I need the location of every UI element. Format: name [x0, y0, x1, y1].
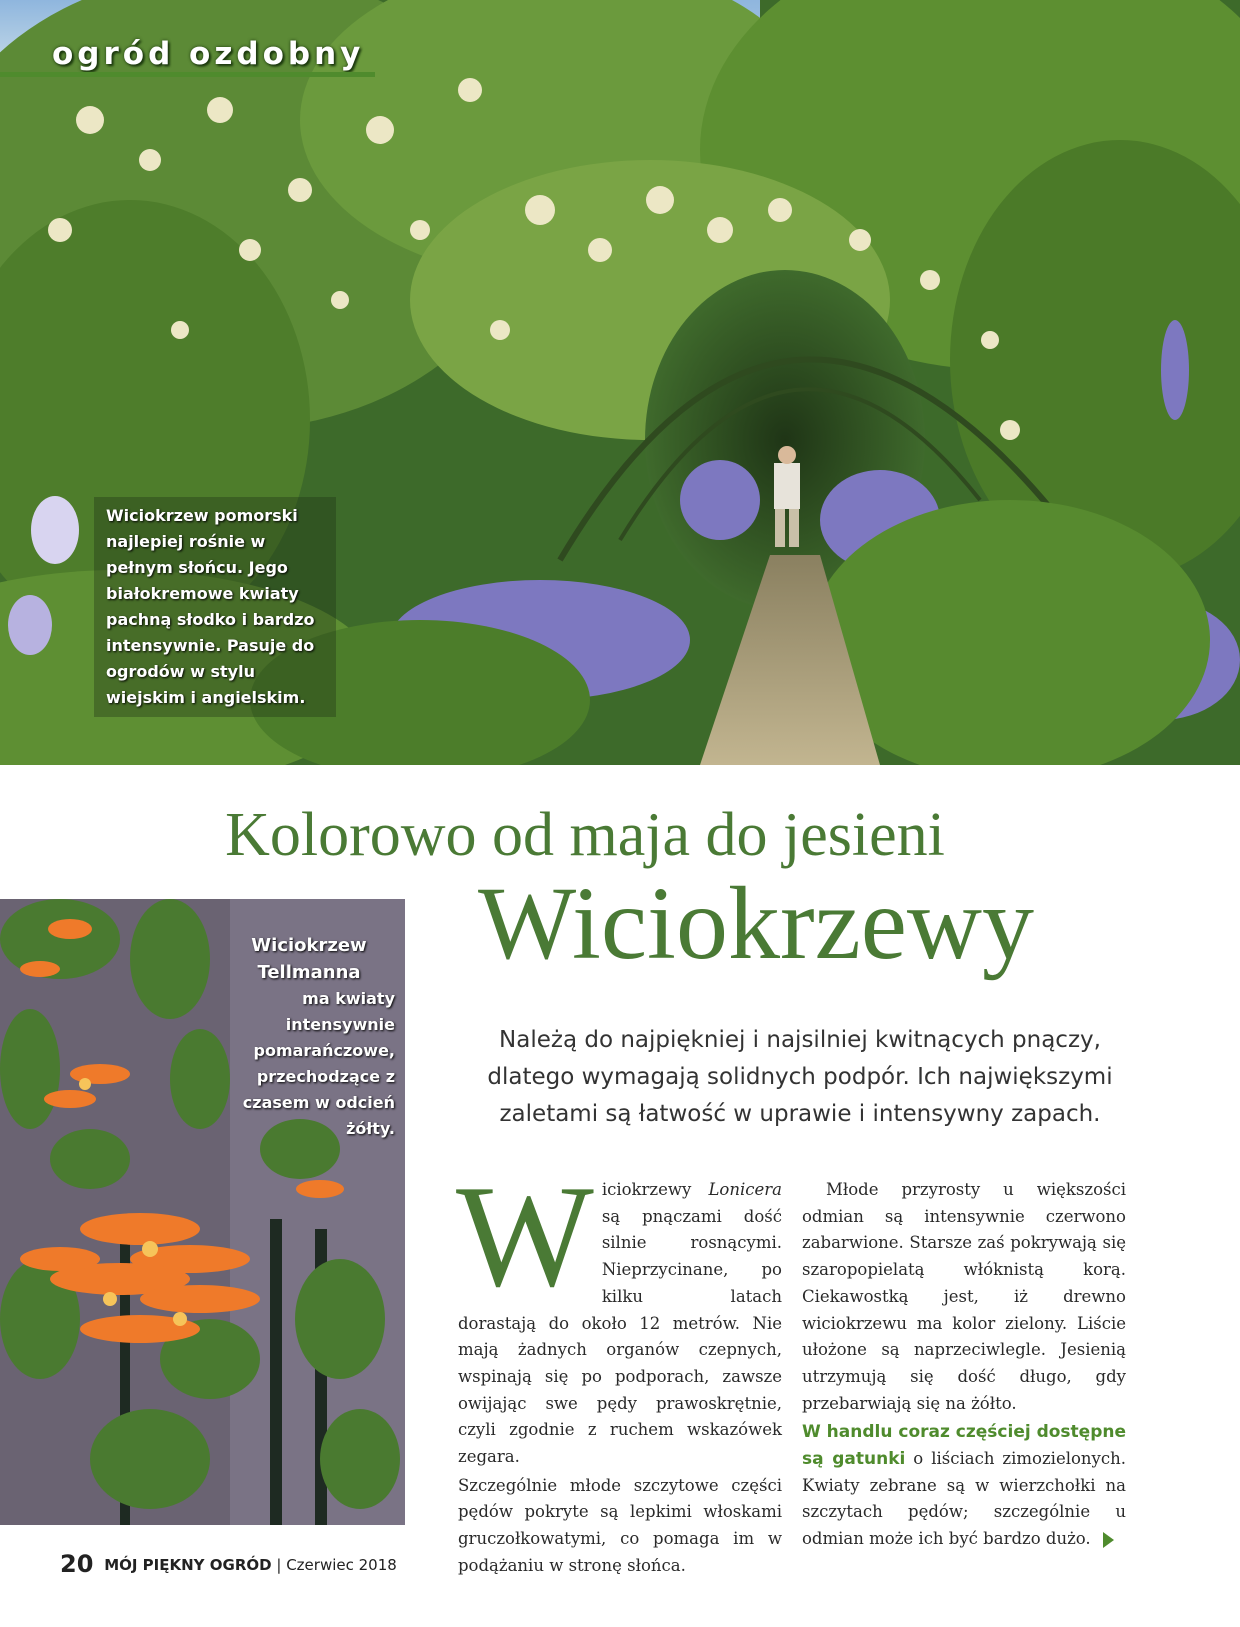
article-kicker: Kolorowo od maja do jesieni	[225, 801, 945, 869]
column-2-paragraph-1: Młode przyrosty u większości odmian są intensywnie czerwono zabarwione. Starsze zaś pokrywają się szaropopielatą włóknistą korą. Ciekawostką jest, iż drewno wiciokrzewu ma kolor zielony. Liście ułożone są naprzeciwlegle. Jesienią utrzymują się dość długo, gdy przebarwiają się na żółto.	[802, 1180, 1126, 1413]
article-lead: Należą do najpiękniej i najsilniej kwitnących pnączy, dlatego wymagają solidnych podpór. Ich największymi zaletami są łatwość w uprawie i intensywny zapach.	[487, 1027, 1113, 1127]
section-tag: ogród ozdobny	[52, 36, 365, 72]
issue-date: Czerwiec 2018	[286, 1556, 397, 1574]
column-2-paragraph-2	[802, 1419, 1126, 1553]
tellmanna-photo	[0, 899, 405, 1525]
latin-name: Lonicera	[708, 1180, 782, 1199]
tellmanna-caption-text: ma kwiaty intensywnie pomarańczowe, przechodzące z czasem w odcień żółty.	[242, 989, 395, 1138]
column-1-text-a: iciokrzewy	[601, 1180, 709, 1199]
page-footer	[60, 1550, 397, 1578]
column-1-text-b: są pnączami dość silnie rosnącymi. Nieprzycinane, po kilku latach dorastają do około 12 metrów. Nie mają żadnych organów czepnych, wspinają się po podporach, zawsze owijając swe pędy prawoskrętnie, czyli zgodnie z ruchem wskazówek zegara.	[458, 1206, 782, 1467]
hero-photo	[0, 0, 1240, 765]
section-rule	[0, 72, 375, 77]
footer-separator: |	[276, 1556, 282, 1574]
article-title: Wiciokrzewy	[478, 866, 1035, 981]
page-number: 20	[60, 1550, 94, 1578]
column-1-paragraph-2: Szczególnie młode szczytowe części pędów pokryte są lepkimi włoskami gruczołkowatymi, co pomaga im w podążaniu w stronę słońca.	[458, 1475, 782, 1575]
tellmanna-caption	[223, 932, 395, 1142]
body-column-2	[802, 1177, 1126, 1553]
highlight-text: W handlu coraz częściej dostępne są gatunki	[802, 1422, 1127, 1470]
drop-cap: W	[456, 1155, 594, 1317]
continue-arrow-icon	[1103, 1532, 1114, 1548]
body-column-1	[456, 1155, 782, 1580]
magazine-name: MÓJ PIĘKNY OGRÓD	[104, 1556, 272, 1574]
tellmanna-caption-name: Wiciokrzew Tellmanna	[251, 935, 367, 983]
hero-caption: Wiciokrzew pomorski najlepiej rośnie w pełnym słońcu. Jego białokremowe kwiaty pachną słodko i bardzo intensywnie. Pasuje do ogrodów w stylu wiejskim i angielskim.	[94, 497, 336, 717]
column-2-text-rest: o liściach zimozielonych. Kwiaty zebrane są w wierzchołki na szczytach pędów; szczególnie u odmian może ich być bardzo dużo.	[802, 1449, 1126, 1549]
